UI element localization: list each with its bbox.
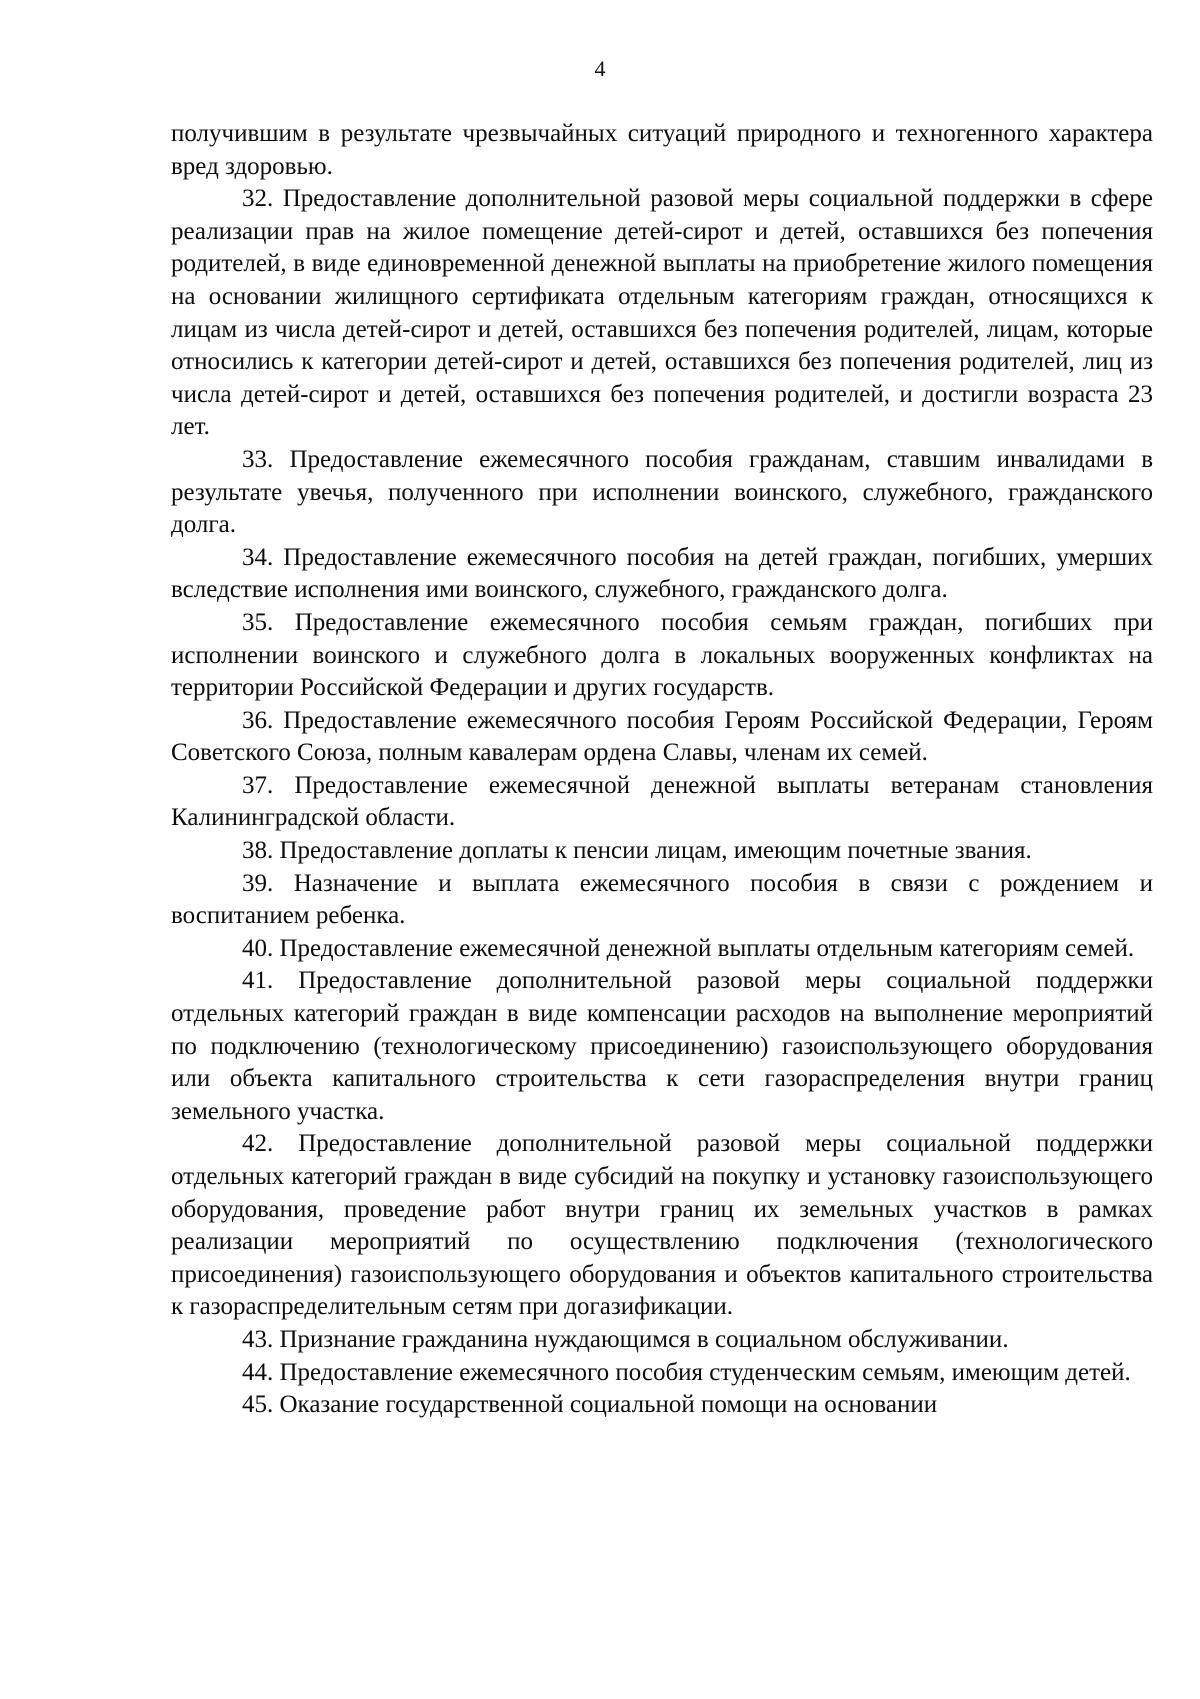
paragraph-38: 38. Предоставление доплаты к пенсии лицам, имеющим почетные звания. <box>242 837 1032 865</box>
paragraph-32: 32. Предоставление дополнительной разовой меры социальной поддержки в сфере реализации прав на жилое помещение детей-сирот и детей, оставшихся без попечения родителей, в виде единовременной денежной выплаты на приобретение жилого помещения на основании жилищного сертификата отдельным категориям граждан, относящихся к лицам из числа детей-сирот и детей, оставшихся без попечения родителей, лицам, которые относились к категории детей-сирот и детей, оставшихся без попечения родителей, лиц из числа детей-сирот и детей, оставшихся без попечения родителей, и достигли возраста 23 лет. <box>171 185 1153 441</box>
paragraph-37: 37. Предоставление ежемесячной денежной выплаты ветеранам становления Калининградской области. <box>171 771 1153 832</box>
paragraph-31-continuation: получившим в результате чрезвычайных ситуаций природного и техногенного характера вред здоровью. <box>171 120 1153 180</box>
paragraph-35: 35. Предоставление ежемесячного пособия семьям граждан, погибших при исполнении воинского и служебного долга в локальных вооруженных конфликтах на территории Российской Федерации и других государств. <box>171 608 1153 702</box>
paragraph-45: 45. Оказание государственной социальной помощи на основании <box>242 1391 938 1419</box>
document-body <box>171 118 1153 1422</box>
paragraph-43: 43. Признание гражданина нуждающимся в социальном обслуживании. <box>242 1325 1009 1353</box>
paragraph-39: 39. Назначение и выплата ежемесячного пособия в связи с рождением и воспитанием ребенка. <box>171 869 1153 930</box>
paragraph-40: 40. Предоставление ежемесячной денежной выплаты отдельным категориям семей. <box>242 934 1135 962</box>
paragraph-42: 42. Предоставление дополнительной разовой меры социальной поддержки отдельных категорий граждан в виде субсидий на покупку и установку газоиспользующего оборудования, проведение работ внутри границ их земельных участков в рамках реализации мероприятий по осуществлению подключения (технологического присоединения) газоиспользующего оборудования и объектов капитального строительства к газораспределительным сетям при догазификации. <box>171 1130 1153 1321</box>
paragraph-33: 33. Предоставление ежемесячного пособия гражданам, ставшим инвалидами в результате увечья, полученного при исполнении воинского, служебного, гражданского долга. <box>171 445 1153 539</box>
paragraph-34: 34. Предоставление ежемесячного пособия на детей граждан, погибших, умерших вследствие исполнения ими воинского, служебного, гражданского долга. <box>171 543 1153 604</box>
paragraph-36: 36. Предоставление ежемесячного пособия Героям Российской Федерации, Героям Советского Союза, полным кавалерам ордена Славы, членам их семей. <box>171 706 1153 767</box>
paragraph-44: 44. Предоставление ежемесячного пособия студенческим семьям, имеющим детей. <box>242 1358 1131 1386</box>
page-number: 4 <box>594 56 606 81</box>
paragraph-41: 41. Предоставление дополнительной разовой меры социальной поддержки отдельных категорий граждан в виде компенсации расходов на выполнение мероприятий по подключению (технологическому присоединению) газоиспользующего оборудования или объекта капитального строительства к сети газораспределения внутри границ земельного участка. <box>171 967 1153 1125</box>
